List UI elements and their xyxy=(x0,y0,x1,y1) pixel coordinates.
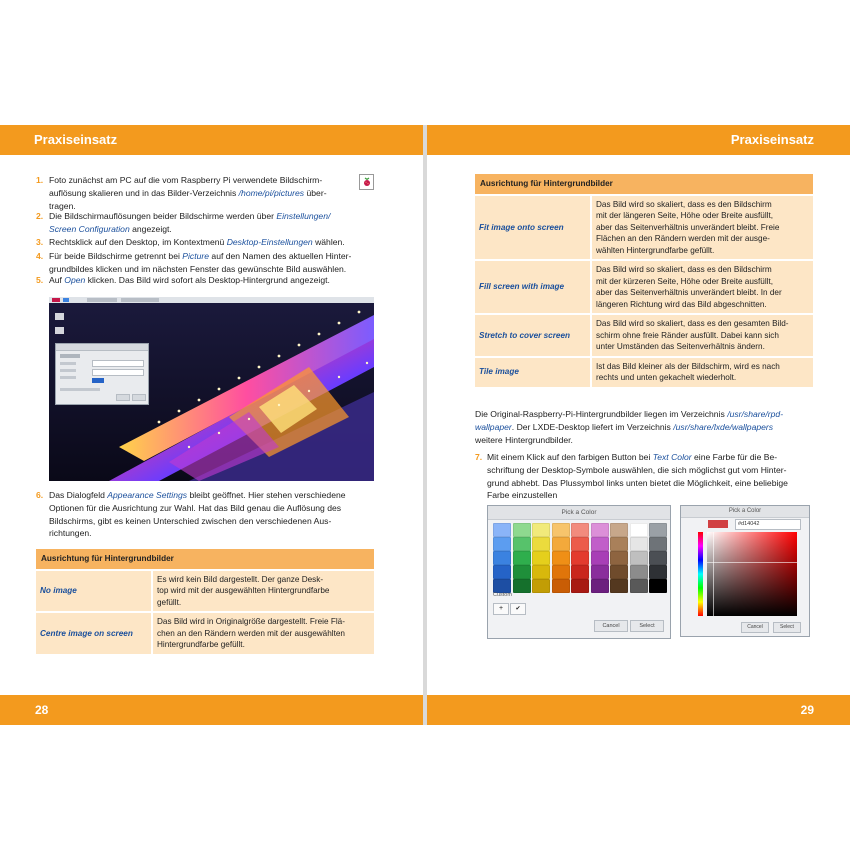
text-run: Für beide Bildschirme getrennt bei xyxy=(49,251,183,261)
color-swatch[interactable] xyxy=(513,565,531,579)
page-footer xyxy=(0,695,423,725)
option-name: Stretch to cover screen xyxy=(475,315,592,358)
step-number: 4. xyxy=(36,251,44,261)
description-line: unter Umständen das Seitenverhältnis ändern. xyxy=(596,342,765,351)
color-swatch[interactable] xyxy=(493,537,511,551)
description-line: top wird mit der ausgewählten Hintergrundfarbe xyxy=(157,586,330,595)
description-line: rechts und unten gekachelt wiederholt. xyxy=(596,373,737,382)
color-swatch[interactable] xyxy=(532,579,550,593)
color-swatch[interactable] xyxy=(649,537,667,551)
description-line: Das Bild wird so skaliert, dass es den Bildschirm xyxy=(596,265,772,274)
option-name: Tile image xyxy=(475,358,592,389)
description-line: Das Bild wird so skaliert, dass es den Bildschirm xyxy=(596,199,772,209)
text-run: auf den Namen des aktuellen Hinter- xyxy=(209,251,352,261)
dialog-title: Pick a Color xyxy=(488,506,670,520)
table-row xyxy=(475,358,813,389)
option-name: Fill screen with image xyxy=(475,261,592,315)
color-swatch[interactable] xyxy=(532,565,550,579)
step-number: 6. xyxy=(36,490,44,500)
color-swatch[interactable] xyxy=(493,551,511,565)
emphasis-text: /usr/share/rpd- xyxy=(727,409,784,419)
color-swatch[interactable] xyxy=(493,523,511,537)
text-line xyxy=(49,187,327,199)
alignment-table xyxy=(36,549,374,656)
color-swatch[interactable] xyxy=(610,565,628,579)
emphasis-text: Text Color xyxy=(652,452,692,462)
description-line: längeren Richtung wird das Bild abgeschnitten. xyxy=(596,299,767,309)
emphasis-text: Screen Configuration xyxy=(49,223,130,234)
pick-color-palette-dialog xyxy=(487,505,671,639)
option-description xyxy=(592,315,813,358)
description-line: Es wird kein Bild dargestellt. Der ganze Desk- xyxy=(157,574,324,584)
add-custom-color-button[interactable]: + xyxy=(493,603,509,615)
text-line xyxy=(49,236,345,248)
option-name: Centre image on screen xyxy=(36,613,153,656)
color-swatch[interactable] xyxy=(591,537,609,551)
color-swatch[interactable] xyxy=(649,565,667,579)
text-line xyxy=(487,464,786,476)
color-swatch[interactable] xyxy=(630,523,648,537)
cancel-button[interactable]: Cancel xyxy=(594,620,628,632)
step-number: 5. xyxy=(36,275,44,285)
check-button[interactable]: ✔ xyxy=(510,603,526,615)
text-line xyxy=(49,515,331,527)
text-line xyxy=(49,174,322,186)
color-swatch[interactable] xyxy=(610,579,628,593)
text-run: Farbe einzustellen xyxy=(487,490,558,501)
step-number: 7. xyxy=(475,452,483,462)
color-swatch[interactable] xyxy=(552,551,570,565)
text-run: Die Bildschirmauflösungen beider Bildschirme werden über xyxy=(49,211,277,221)
text-run: bleibt geöffnet. Hier stehen verschiedene xyxy=(187,490,346,500)
color-swatch[interactable] xyxy=(552,523,570,537)
page-number: 28 xyxy=(35,703,49,717)
page-number: 29 xyxy=(800,703,814,717)
color-swatch[interactable] xyxy=(571,551,589,565)
color-swatch[interactable] xyxy=(591,579,609,593)
description-line: Flächen an den Rändern werden mit der ausge- xyxy=(596,234,770,243)
text-run: wählen. xyxy=(312,237,345,247)
color-swatch[interactable] xyxy=(532,537,550,551)
table-row xyxy=(36,571,374,614)
text-run: auflösung skalieren und in das Bilder-Verzeichnis xyxy=(49,187,239,198)
emphasis-text: wallpaper xyxy=(475,421,512,432)
color-swatch[interactable] xyxy=(571,537,589,551)
option-description xyxy=(592,196,813,262)
select-button[interactable]: Select xyxy=(630,620,664,632)
description-line: Das Bild wird so skaliert, dass es den gesamten Bild- xyxy=(596,319,789,328)
emphasis-text: Appearance Settings xyxy=(107,490,188,500)
text-line xyxy=(49,263,346,275)
emphasis-text: Einstellungen/ xyxy=(276,211,331,221)
dialog-title: Pick a Color xyxy=(681,506,809,518)
text-line xyxy=(475,434,573,446)
option-name: No image xyxy=(36,571,153,614)
color-swatch[interactable] xyxy=(552,537,570,551)
color-swatch[interactable] xyxy=(571,565,589,579)
text-run: über- xyxy=(304,187,327,198)
color-swatch[interactable] xyxy=(610,551,628,565)
color-swatch[interactable] xyxy=(532,551,550,565)
description-line: aber das Seitenverhältnis unverändert bleibt. Freie xyxy=(596,222,780,232)
table-row xyxy=(475,315,813,358)
text-line xyxy=(487,451,777,463)
appearance-settings-dialog xyxy=(55,343,149,405)
emphasis-text: /usr/share/lxde/wallpapers xyxy=(673,421,774,432)
color-swatch[interactable] xyxy=(513,523,531,537)
table-header: Ausrichtung für Hintergrundbilder xyxy=(36,549,374,571)
color-swatch[interactable] xyxy=(591,551,609,565)
color-swatch[interactable] xyxy=(571,579,589,593)
color-swatch[interactable] xyxy=(630,551,648,565)
text-line xyxy=(487,489,557,501)
hex-color-input[interactable]: #d14042 xyxy=(735,519,801,530)
color-swatch[interactable] xyxy=(630,565,648,579)
description-line: schirm ohne freie Ränder ausfüllt. Dabei kann sich xyxy=(596,330,779,340)
text-run: angezeigt. xyxy=(129,223,172,234)
table-row xyxy=(475,261,813,315)
color-swatch[interactable] xyxy=(513,579,531,593)
option-name: Fit image onto screen xyxy=(475,196,592,262)
description-line: Ist das Bild kleiner als der Bildschirm, wird es nach xyxy=(596,361,780,371)
hue-slider[interactable] xyxy=(698,532,703,616)
text-run: grund abhebt. Das Plussymbol links unten bietet die Möglichkeit, eine beliebige xyxy=(487,477,788,488)
page-header-title: Praxiseinsatz xyxy=(34,132,118,147)
text-line xyxy=(475,408,783,420)
text-run: Mit einem Klick auf den farbigen Button bei xyxy=(487,452,653,462)
cancel-button[interactable]: Cancel xyxy=(741,622,769,633)
text-line xyxy=(49,250,351,262)
description-line: Das Bild wird in Originalgröße dargestellt. Freie Flä- xyxy=(157,617,345,626)
option-description xyxy=(153,571,374,614)
color-swatch[interactable] xyxy=(649,579,667,593)
description-line: mit der längeren Seite, Höhe oder Breite ausfüllt, xyxy=(596,211,774,220)
color-swatch[interactable] xyxy=(552,579,570,593)
text-run: Auf xyxy=(49,275,65,285)
desktop-screenshot xyxy=(49,297,374,481)
color-swatch[interactable] xyxy=(649,523,667,537)
color-swatch[interactable] xyxy=(493,565,511,579)
text-run: weitere Hintergrundbilder. xyxy=(475,434,573,445)
color-swatch[interactable] xyxy=(610,537,628,551)
pick-color-custom-dialog xyxy=(680,505,810,637)
color-swatch[interactable] xyxy=(591,565,609,579)
current-color-preview xyxy=(708,520,728,528)
description-line: aber das Seitenverhältnis unverändert bleibt. In der xyxy=(596,288,782,297)
text-run: Das Dialogfeld xyxy=(49,490,108,500)
text-line xyxy=(49,223,172,235)
text-line xyxy=(49,274,330,286)
saturation-value-area[interactable] xyxy=(707,532,797,616)
text-run: grundbildes klicken und im nächsten Fenster das gewünschte Bild auswählen. xyxy=(49,263,347,274)
emphasis-text: Desktop-Einstellungen xyxy=(226,237,313,247)
text-run: Die Original-Raspberry-Pi-Hintergrundbilder liegen im Verzeichnis xyxy=(475,409,728,419)
emphasis-text: /home/pi/pictures xyxy=(238,187,305,198)
table-row xyxy=(36,613,374,656)
text-run: Optionen für die Ausrichtung zur Wahl. Hat das Bild genau die Auflösung des xyxy=(49,502,342,513)
page-header-title: Praxiseinsatz xyxy=(730,132,814,147)
right-page xyxy=(427,125,850,725)
custom-label: Custom xyxy=(493,592,512,598)
color-swatch[interactable] xyxy=(571,523,589,537)
table-row xyxy=(475,196,813,262)
text-line xyxy=(49,489,346,501)
color-swatch[interactable] xyxy=(513,551,531,565)
text-run: . Der LXDE-Desktop liefert im Verzeichnis xyxy=(511,421,674,432)
text-run: tragen. xyxy=(49,200,76,211)
text-run: eine Farbe für die Be- xyxy=(691,452,778,462)
text-line xyxy=(49,502,341,514)
color-swatch[interactable] xyxy=(649,551,667,565)
color-swatch[interactable] xyxy=(630,537,648,551)
color-swatch[interactable] xyxy=(493,579,511,593)
text-run: schriftung der Desktop-Symbole auswählen, die sich möglichst gut vom Hinter- xyxy=(487,464,787,475)
page-footer xyxy=(427,695,850,725)
left-page xyxy=(0,125,423,725)
alignment-table xyxy=(475,174,813,389)
page-header xyxy=(427,125,850,157)
text-run: richtungen. xyxy=(49,528,92,539)
description-line: mit der kürzeren Seite, Höhe oder Breite ausfüllt, xyxy=(596,276,774,286)
option-description xyxy=(592,261,813,315)
color-swatch[interactable] xyxy=(591,523,609,537)
step-number: 2. xyxy=(36,211,44,221)
text-run: Bildschirms, gibt es keinen Unterschied zwischen den verschiedenen Aus- xyxy=(49,515,332,526)
description-line: gefüllt. xyxy=(157,597,182,607)
color-swatch[interactable] xyxy=(630,579,648,593)
description-line: chen an den Rändern werden mit der ausgewählten xyxy=(157,628,345,638)
page-header xyxy=(0,125,423,157)
text-line xyxy=(49,210,330,222)
text-run: Foto zunächst am PC auf die vom Raspberry Pi verwendete Bildschirm- xyxy=(49,175,323,185)
option-description xyxy=(592,358,813,389)
color-swatch[interactable] xyxy=(610,523,628,537)
text-run: Rechtsklick auf den Desktop, im Kontextmenü xyxy=(49,237,227,247)
color-swatch[interactable] xyxy=(513,537,531,551)
description-line: Hintergrundfarbe gefüllt. xyxy=(157,640,245,649)
step-number: 3. xyxy=(36,237,44,247)
step-number: 1. xyxy=(36,175,44,185)
text-line xyxy=(49,527,92,539)
description-line: wählten Hintergrundfarbe gefüllt. xyxy=(596,245,715,255)
text-run: klicken. Das Bild wird sofort als Desktop-Hintergrund angezeigt. xyxy=(85,275,330,285)
select-button[interactable]: Select xyxy=(773,622,801,633)
emphasis-text: Picture xyxy=(182,251,210,261)
emphasis-text: Open xyxy=(64,275,86,285)
table-header: Ausrichtung für Hintergrundbilder xyxy=(475,174,813,196)
text-line xyxy=(475,421,773,433)
option-description xyxy=(153,613,374,656)
raspberry-pi-icon xyxy=(359,174,374,190)
color-swatch[interactable] xyxy=(532,523,550,537)
text-line xyxy=(487,477,788,489)
color-swatch[interactable] xyxy=(552,565,570,579)
